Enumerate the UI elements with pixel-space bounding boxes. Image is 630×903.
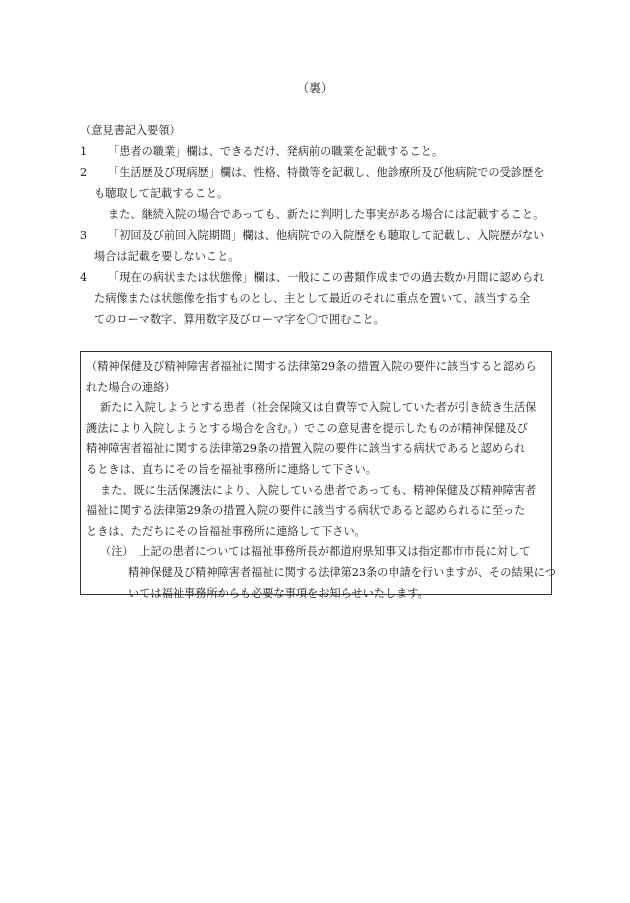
notice-note: （注） 上記の患者については福祉事務所長が都道府県知事又は指定都市市長に対して (100, 545, 531, 559)
instruction-item-2 (80, 162, 560, 225)
notice-heading: （精神保健及び精神障害者福祉に関する法律第29条の措置入院の要件に該当すると認めら (86, 360, 537, 373)
item-text: 「初回及び前回入院期間」欄は、他病院での入院歴をも聴取して記載し、入院歴がない (108, 229, 545, 242)
item-number: 1 (80, 145, 88, 158)
notice-paragraph-1: 新たに入院しようとする患者（社会保険又は自費等で入院していた者が引き続き生活保 (100, 401, 537, 415)
notice-note-line: 精神保健及び精神障害者福祉に関する法律第23条の申請を行いますが、その結果につ (128, 565, 556, 579)
notice-paragraph-2: また、既に生活保護法により、入院している患者であっても、精神保健及び精神障害者 (100, 483, 537, 497)
notice-paragraph-2-line: 福祉に関する法律第29条の措置入院の要件に該当する病状であると認められるに至った (86, 504, 526, 518)
notice-paragraph-1-line: 護法により入院しようとする場合を含む。）でこの意見書を提示したものが精神保健及び (86, 421, 528, 435)
notice-paragraph-2-line: ときは、ただちにその旨福祉事務所に連絡して下さい。 (86, 524, 366, 538)
item-text-continued: 場合は記載を要しないこと。 (94, 250, 240, 263)
page-title: （裏） (296, 81, 333, 95)
item-number: 3 (80, 229, 88, 242)
item-text-continued: てのローマ数字、算用数字及びローマ字を〇で囲むこと。 (94, 313, 385, 326)
item-text-continued: も聴取して記載すること。 (94, 187, 229, 200)
item-number: 4 (80, 271, 88, 284)
notice-heading-continued: れた場合の連絡） (86, 380, 176, 394)
instruction-item-1 (80, 141, 560, 162)
item-extra-paragraph: また、継続入院の場合であっても、新たに判明した事実がある場合には記載すること。 (108, 208, 545, 221)
notice-paragraph-1-line: 精神障害者福祉に関する法律第29条の措置入院の要件に該当する病状であると認められ (86, 442, 526, 456)
instructions-heading: （意見書記入要領） (80, 124, 181, 137)
notice-note-line: いては福祉事務所からも必要な事項をお知らせいたします。 (128, 586, 429, 600)
item-text: 「患者の職業」欄は、できるだけ、発病前の職業を記載すること。 (108, 145, 444, 158)
instruction-item-3 (80, 225, 560, 267)
item-text: 「現在の病状または状態像」欄は、一般にこの書類作成までの過去数か月間に認められ (108, 271, 545, 284)
item-text-continued: た病像または状態像を指すものとし、主として最近のそれに重点を置いて、該当する全 (94, 292, 531, 305)
instructions-section (80, 120, 560, 330)
notice-paragraph-1-line: るときは、直ちにその旨を福祉事務所に連絡して下さい。 (86, 462, 377, 476)
instruction-item-4 (80, 267, 560, 330)
notice-box (80, 351, 556, 600)
item-number: 2 (80, 166, 88, 179)
item-text: 「生活歴及び現病歴」欄は、性格、特徴等を記載し、他診療所及び他病院での受診歴を (108, 166, 545, 179)
